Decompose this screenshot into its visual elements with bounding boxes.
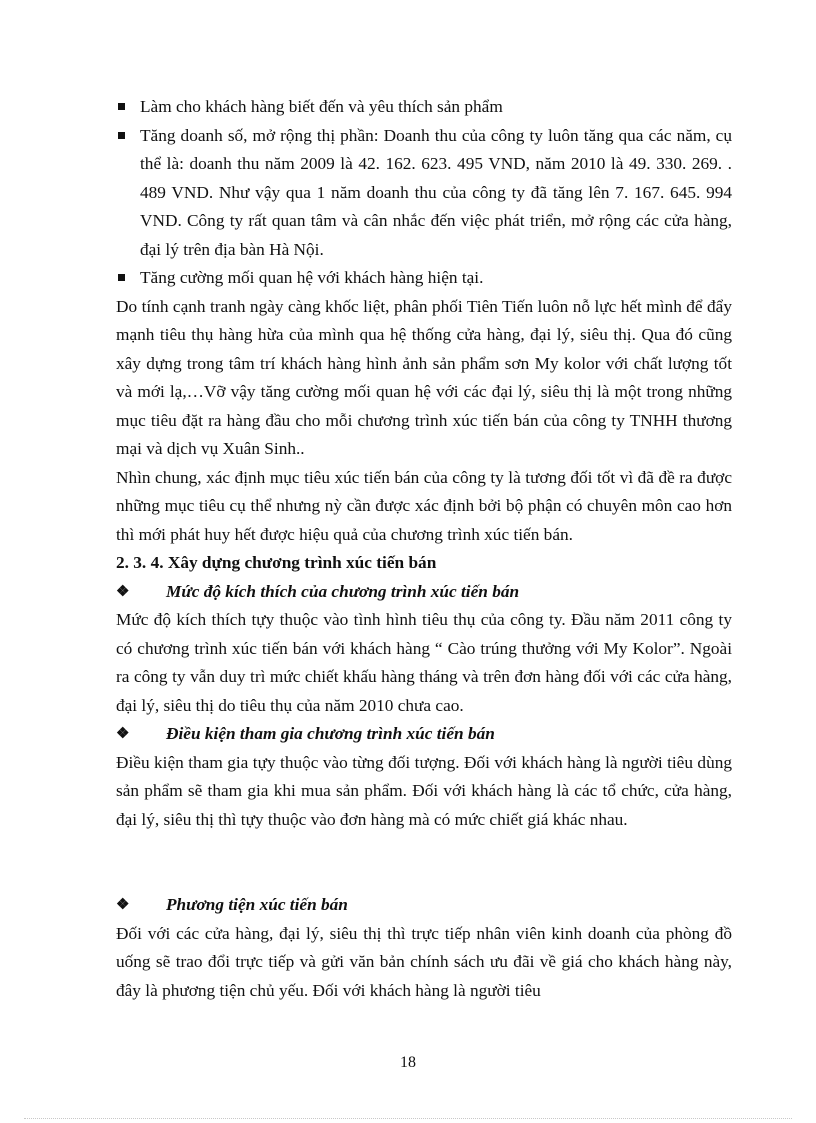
- body-paragraph: Do tính cạnh tranh ngày càng khốc liệt, phân phối Tiên Tiến luôn nỗ lực hết mình để đẩy mạnh tiêu thụ hàng hừa của mình qua hệ thống cửa hàng, đại lý, siêu thị. Qua đó cũng xây dựng trong tâm trí khách hàng hình ảnh sản phẩm sơn My kolor với chất lượng tốt và mới lạ,…Vỡ vậy tăng cường mối quan hệ với các đại lý, siêu thị là một trong những mục tiêu đặt ra hàng đầu cho mỗi chương trình xúc tiến bán của công ty TNHH thương mại và dịch vụ Xuân Sinh..: [116, 296, 732, 458]
- diamond-bullet-icon: ❖: [116, 897, 130, 913]
- page-bottom-divider: [24, 1118, 792, 1119]
- section-heading: 2. 3. 4. Xây dựng chương trình xúc tiến bán: [116, 553, 437, 572]
- bullet-item: Tăng cường mối quan hệ với khách hàng hiện tại.: [116, 264, 732, 293]
- body-paragraph: Mức độ kích thích tựy thuộc vào tình hình tiêu thụ của công ty. Đầu năm 2011 công ty có chương trình xúc tiến bán với khách hàng “ Cào trúng thưởng với My Kolor”. Ngoài ra công ty vẫn duy trì mức chiết khấu hàng tháng và trên đơn hàng đối với các cửa hàng, đại lý, siêu thị do tiêu thụ của năm 2010 chưa cao.: [116, 610, 732, 715]
- page-content: [116, 93, 732, 1005]
- page-number: 18: [400, 1054, 416, 1071]
- body-paragraph: Nhìn chung, xác định mục tiêu xúc tiến bán của công ty là tương đối tốt vì đã đề ra được những mục tiêu cụ thể nhưng nỳ cần được xác định bởi bộ phận có chuyên môn cao hơn thì mới phát huy hết được hiệu quả của chương trình xúc tiến bán.: [116, 467, 732, 544]
- square-bullet-icon: [118, 274, 125, 281]
- diamond-bullet-icon: ❖: [116, 726, 130, 742]
- diamond-bullet-icon: ❖: [116, 583, 130, 600]
- spacer: [116, 834, 732, 891]
- bullet-item: Làm cho khách hàng biết đến và yêu thích sản phẩm: [116, 93, 732, 122]
- subheading-promotion-means: ❖ Phương tiện xúc tiến bán: [116, 891, 732, 920]
- square-bullet-icon: [118, 132, 125, 139]
- square-bullet-icon: [118, 103, 125, 110]
- subheading-incentive-level: ❖ Mức độ kích thích của chương trình xúc tiến bán: [116, 578, 732, 607]
- subheading-participation-conditions: ❖ Điều kiện tham gia chương trình xúc tiến bán: [116, 720, 732, 749]
- body-paragraph: Điều kiện tham gia tựy thuộc vào từng đối tượng. Đối với khách hàng là người tiêu dùng sản phẩm sẽ tham gia khi mua sản phẩm. Đối với khách hàng là các tổ chức, cửa hàng, đại lý, siêu thị thì tựy thuộc vào đơn hàng mà có mức chiết giá khác nhau.: [116, 752, 732, 829]
- bullet-item: Tăng doanh số, mở rộng thị phần: Doanh thu của công ty luôn tăng qua các năm, cụ thể là: doanh thu năm 2009 là 42. 162. 623. 495 VND, năm 2010 là 49. 330. 269. . 489 VND. Như vậy qua 1 năm doanh thu của công ty đã tăng lên 7. 167. 645. 994 VND. Công ty rất quan tâm và cân nhắc đến việc phát triển, mở rộng các cửa hàng, đại lý trên địa bàn Hà Nội.: [116, 122, 732, 265]
- body-paragraph: Đối với các cửa hàng, đại lý, siêu thị thì trực tiếp nhân viên kinh doanh của phòng đồ uống sẽ trao đổi trực tiếp và gửi văn bản chính sách ưu đãi về giá cho khách hàng này, đây là phương tiện chủ yếu. Đối với khách hàng là người tiêu: [116, 923, 732, 1000]
